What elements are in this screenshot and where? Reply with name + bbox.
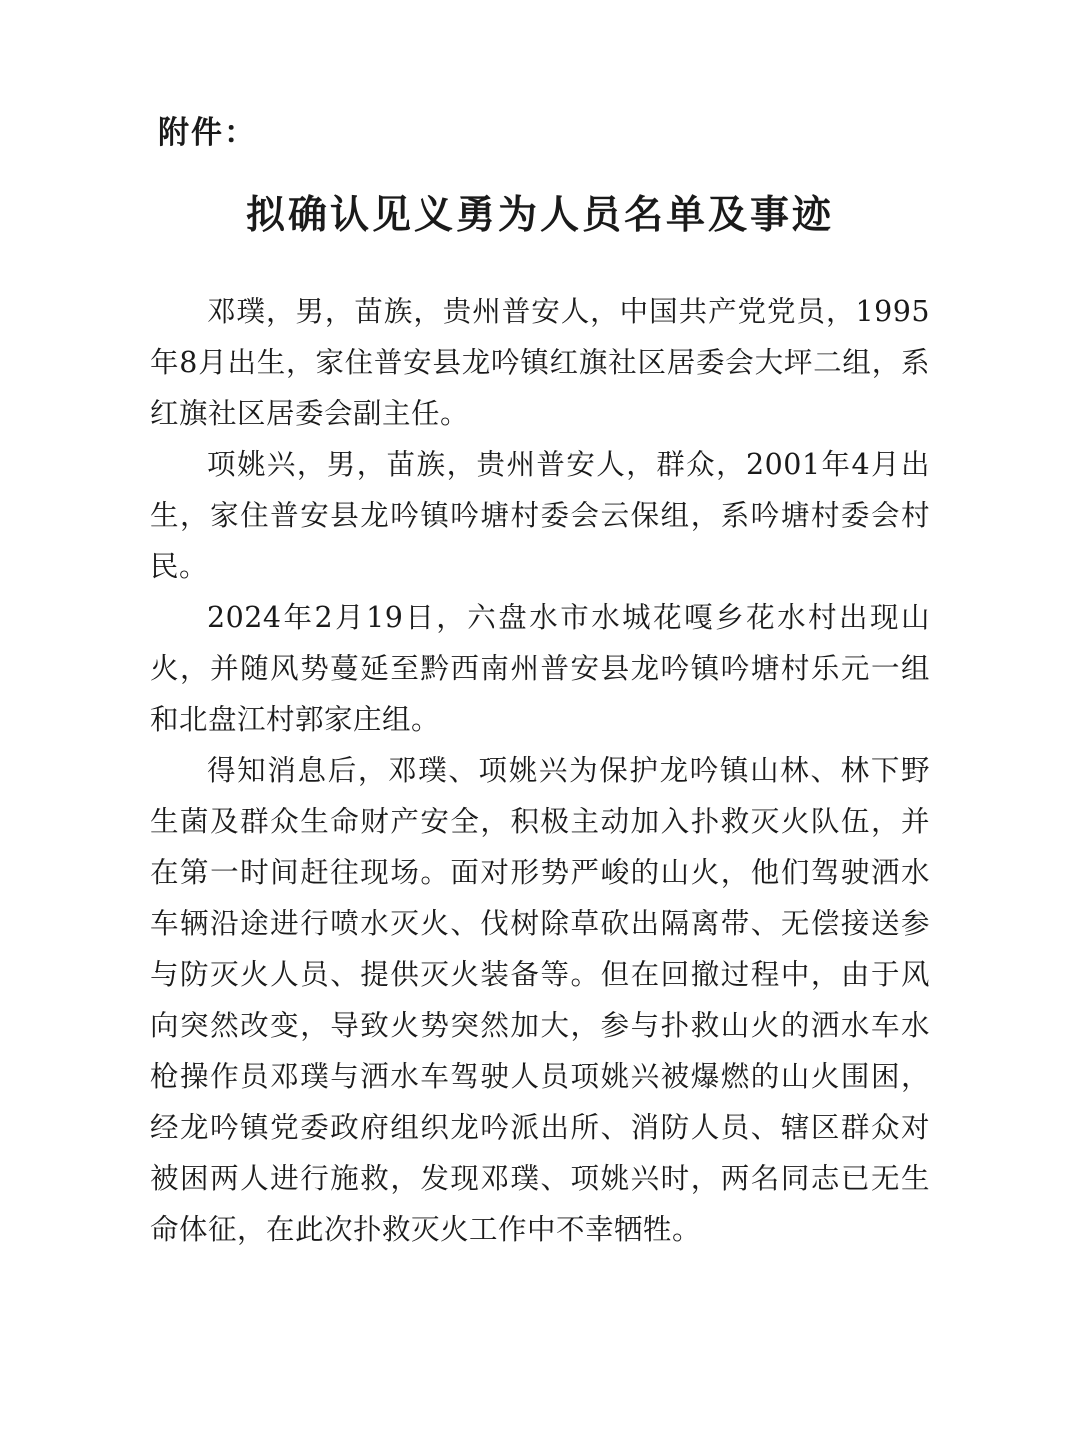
page-title: 拟确认见义勇为人员名单及事迹 xyxy=(245,192,834,239)
paragraph-incident-background: 2024年2月19日，六盘水市水城花嘎乡花水村出现山火，并随风势蔓延至黔西南州普安县龙吟镇吟塘村乐元一组和北盘江村郭家庄组。 xyxy=(150,601,930,737)
attachment-label: 附件： xyxy=(158,115,257,151)
paragraph-person-xiang-yaoxing: 项姚兴，男，苗族，贵州普安人，群众，2001年4月出生，家住普安县龙吟镇吟塘村委会云保组，系吟塘村委会村民。 xyxy=(150,448,930,584)
paragraph-deeds-description: 得知消息后，邓璞、项姚兴为保护龙吟镇山林、林下野生菌及群众生命财产安全，积极主动加入扑救灭火队伍，并在第一时间赶往现场。面对形势严峻的山火，他们驾驶洒水车辆沿途进行喷水灭火、伐树除草砍出隔离带、无偿接送参与防灭火人员、提供灭火装备等。但在回撤过程中，由于风向突然改变，导致火势突然加大，参与扑救山火的洒水车水枪操作员邓璞与洒水车驾驶人员项姚兴被爆燃的山火围困，经龙吟镇党委政府组织龙吟派出所、消防人员、辖区群众对被困两人进行施救，发现邓璞、项姚兴时，两名同志已无生命体征，在此次扑救灭火工作中不幸牺牲。 xyxy=(150,754,930,1247)
paragraph-person-deng-pu: 邓璞，男，苗族，贵州普安人，中国共产党党员，1995年8月出生，家住普安县龙吟镇红旗社区居委会大坪二组，系红旗社区居委会副主任。 xyxy=(150,295,930,431)
